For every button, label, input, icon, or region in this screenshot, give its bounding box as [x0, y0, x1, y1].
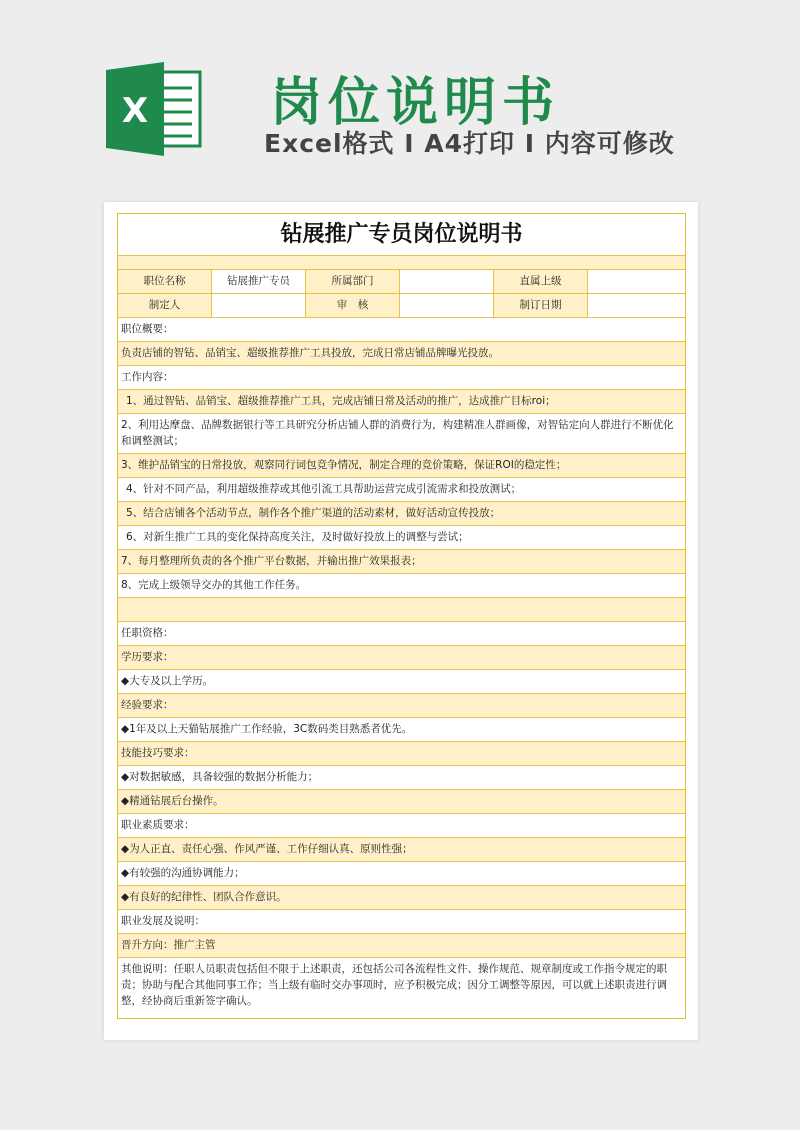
work-item: 4、针对不同产品，利用超级推荐或其他引流工具帮助运营完成引流需求和投放测试；	[118, 478, 685, 502]
skill-item: ◆精通钻展后台操作。	[118, 790, 685, 814]
label-supervisor: 直属上级	[494, 270, 588, 293]
spacer-row	[118, 598, 685, 622]
skill-item: ◆对数据敏感，具备较强的数据分析能力；	[118, 766, 685, 790]
excel-icon	[106, 62, 204, 156]
label-reviewer: 审 核	[306, 294, 400, 317]
quality-label: 职业素质要求：	[118, 814, 685, 838]
excel-logo-letter: X	[121, 91, 149, 131]
value-position-name[interactable]: 钻展推广专员	[212, 270, 306, 293]
job-description-sheet	[117, 213, 686, 1019]
work-item: 6、对新生推广工具的变化保持高度关注，及时做好投放上的调整与尝试；	[118, 526, 685, 550]
header-banner	[0, 0, 800, 195]
work-item: 7、每月整理所负责的各个推广平台数据，并输出推广效果报表；	[118, 550, 685, 574]
value-date[interactable]	[588, 294, 685, 317]
info-row-2	[118, 294, 685, 318]
doc-title: 钻展推广专员岗位说明书	[118, 214, 685, 256]
career-label: 职业发展及说明：	[118, 910, 685, 934]
value-supervisor[interactable]	[588, 270, 685, 293]
label-position-name: 职位名称	[118, 270, 212, 293]
work-label: 工作内容：	[118, 366, 685, 390]
spacer-row	[118, 256, 685, 270]
overview-text: 负责店铺的智钻、品销宝、超级推荐推广工具投放，完成日常店铺品牌曝光投放。	[118, 342, 685, 366]
overview-label: 职位概要：	[118, 318, 685, 342]
page-title: 岗位说明书	[270, 73, 561, 133]
work-item: 5、结合店铺各个活动节点，制作各个推广渠道的活动素材，做好活动宣传投放；	[118, 502, 685, 526]
education-item: ◆大专及以上学历。	[118, 670, 685, 694]
experience-label: 经验要求：	[118, 694, 685, 718]
label-department: 所属部门	[306, 270, 400, 293]
value-department[interactable]	[400, 270, 494, 293]
label-date: 制订日期	[494, 294, 588, 317]
career-item: 晋升方向：推广主管	[118, 934, 685, 958]
work-item: 8、完成上级领导交办的其他工作任务。	[118, 574, 685, 598]
work-item: 1、通过智钻、品销宝、超级推荐推广工具，完成店铺日常及活动的推广，达成推广目标roi；	[118, 390, 685, 414]
quality-item: ◆有良好的纪律性、团队合作意识。	[118, 886, 685, 910]
work-item: 2、利用达摩盘、品牌数据银行等工具研究分析店铺人群的消费行为，构建精准人群画像，对智钻定向人群进行不断优化和调整测试；	[118, 414, 685, 454]
value-author[interactable]	[212, 294, 306, 317]
education-label: 学历要求：	[118, 646, 685, 670]
work-item: 3、维护品销宝的日常投放，观察同行词包竞争情况，制定合理的竞价策略，保证ROI的稳定性；	[118, 454, 685, 478]
page-subtitle: Excel格式 I A4打印 I 内容可修改	[264, 129, 675, 158]
quality-item: ◆为人正直、责任心强、作风严谨、工作仔细认真、原则性强；	[118, 838, 685, 862]
other-note: 其他说明：任职人员职责包括但不限于上述职责，还包括公司各流程性文件、操作规范、规章制度或工作指令规定的职责；协助与配合其他同事工作；当上级有临时交办事项时，应予积极完成；因分工调整等原因，可以就上述职责进行调整，经协商后重新签字确认。	[118, 958, 685, 1018]
value-reviewer[interactable]	[400, 294, 494, 317]
document-paper	[104, 202, 698, 1040]
experience-item: ◆1年及以上天猫钻展推广工作经验，3C数码类目熟悉者优先。	[118, 718, 685, 742]
label-author: 制定人	[118, 294, 212, 317]
info-row-1	[118, 270, 685, 294]
quality-item: ◆有较强的沟通协调能力；	[118, 862, 685, 886]
skill-label: 技能技巧要求：	[118, 742, 685, 766]
qualification-label: 任职资格：	[118, 622, 685, 646]
